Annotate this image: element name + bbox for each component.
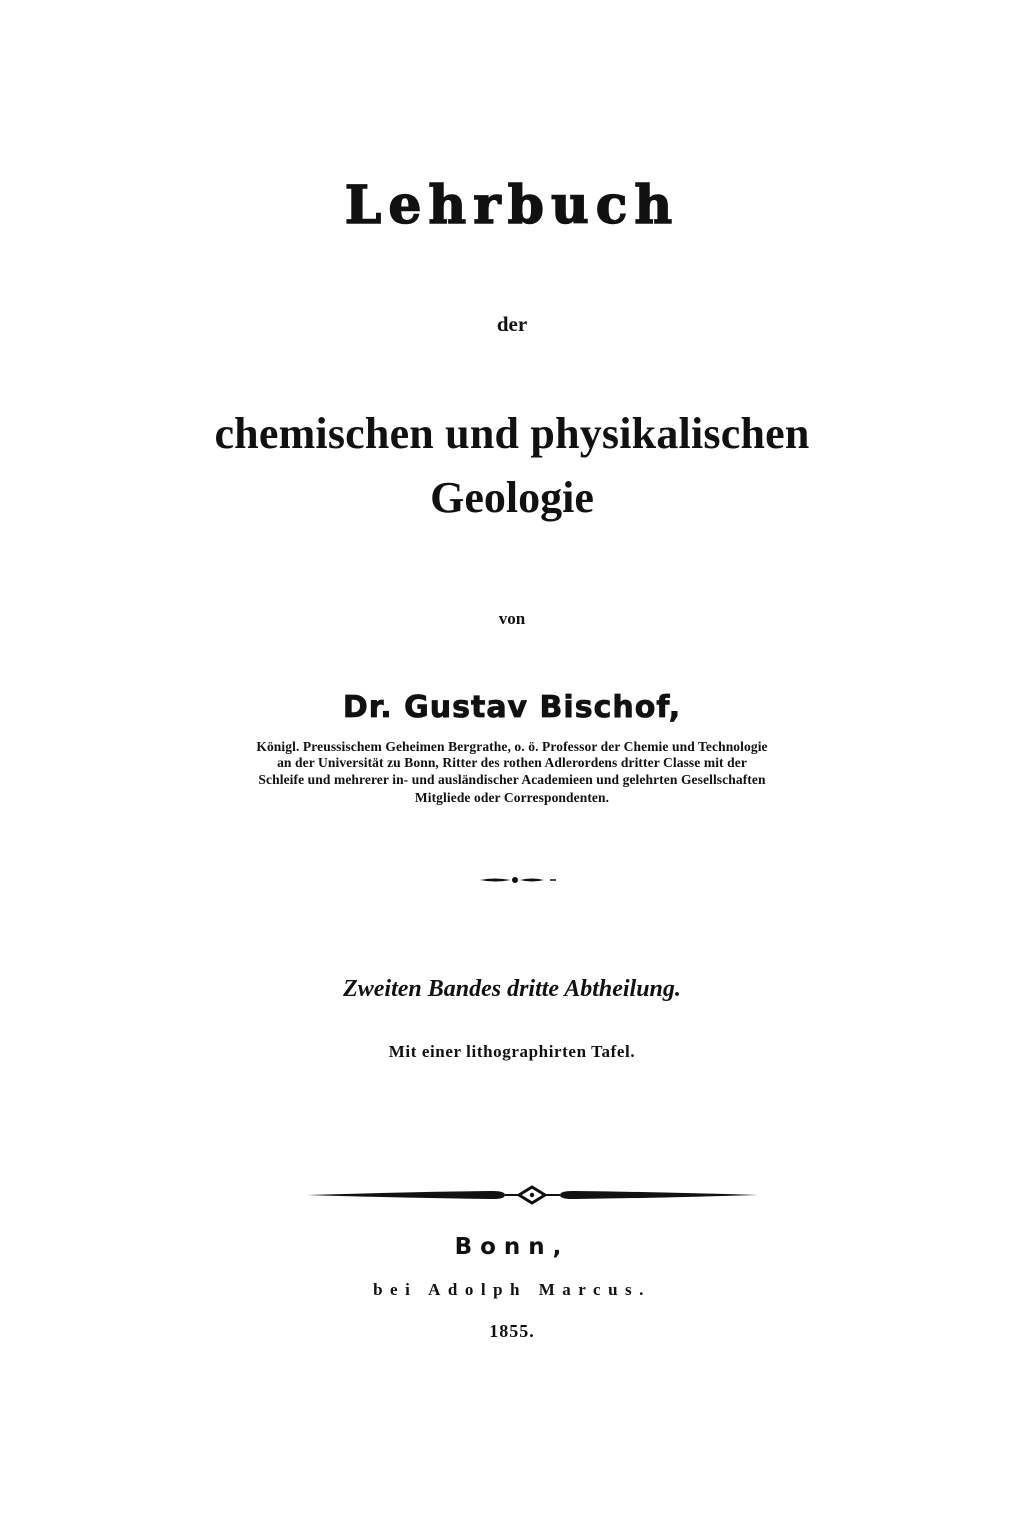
- author-credentials-line-3: Schleife und mehrerer in- und ausländischer Academieen und gelehrten Gesellschaften: [258, 772, 766, 787]
- by-word: von: [498, 609, 526, 628]
- subject-line-1: chemischen und physikalischen: [214, 409, 810, 458]
- book-title: Lehrbuch: [344, 175, 680, 236]
- author-credentials-line-1: Königl. Preussischem Geheimen Bergrathe, o. ö. Professor der Chemie und Technologie: [256, 739, 768, 754]
- title-connector: der: [496, 312, 528, 336]
- volume-note: Zweiten Bandes dritte Abtheilung.: [343, 976, 681, 1002]
- author-name: Dr. Gustav Bischof,: [342, 690, 682, 725]
- ornamental-rule: [305, 1184, 760, 1206]
- publication-year: 1855.: [489, 1321, 535, 1341]
- small-ornament-divider: [470, 872, 560, 888]
- publisher: bei Adolph Marcus.: [373, 1280, 651, 1299]
- plate-note: Mit einer lithographirten Tafel.: [388, 1042, 636, 1061]
- publication-place: Bonn,: [454, 1234, 570, 1260]
- author-credentials-line-4: Mitgliede oder Correspondenten.: [414, 790, 610, 805]
- subject-line-2: Geologie: [430, 473, 594, 522]
- author-credentials-line-2: an der Universität zu Bonn, Ritter des rothen Adlerordens dritter Classe mit der: [277, 755, 747, 770]
